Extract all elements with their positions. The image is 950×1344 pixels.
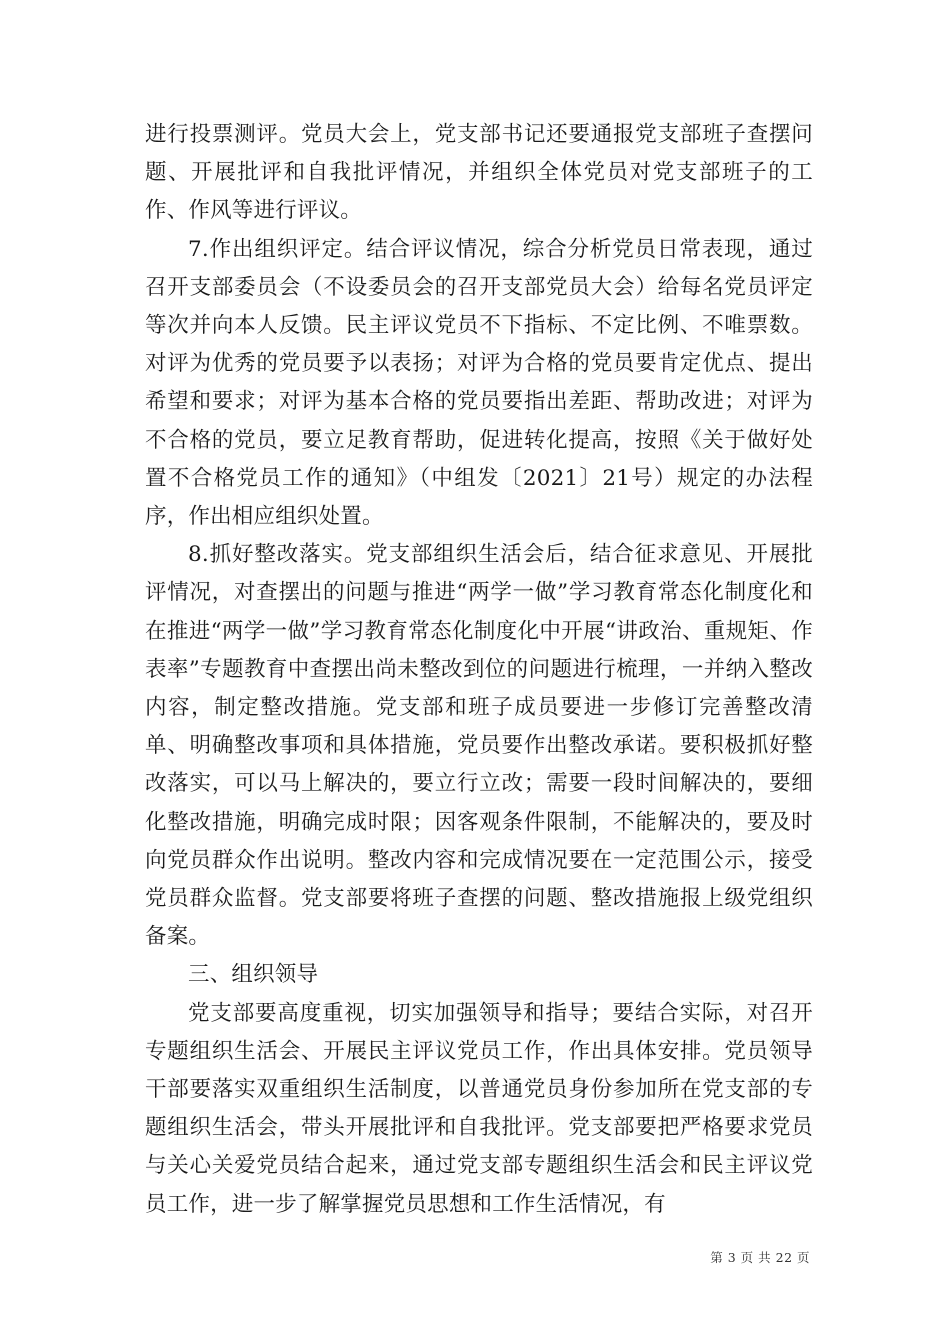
paragraph-item-7: 7.作出组织评定。结合评议情况，综合分析党员日常表现，通过召开支部委员会（不设委员会的召开支部党员大会）给每名党员评定等次并向本人反馈。民主评议党员不下指标、不定比例、不唯票数。对评为优秀的党员要予以表扬；对评为合格的党员要肯定优点、提出希望和要求；对评为基本合格的党员要指出差距、帮助改进；对评为不合格的党员，要立足教育帮助，促进转化提高，按照《关于做好处置不合格党员工作的通知》（中组发〔2021〕21号）规定的办法程序，作出相应组织处置。: [145, 236, 813, 530]
paragraph-item-8: 8.抓好整改落实。党支部组织生活会后，结合征求意见、开展批评情况，对查摆出的问题与推进“两学一做”学习教育常态化制度化和在推进“两学一做”学习教育常态化制度化中开展“讲政治、重规矩、作表率”专题教育中查摆出尚未整改到位的问题进行梳理，一并纳入整改内容，制定整改措施。党支部和班子成员要进一步修订完善整改清单、明确整改事项和具体措施，党员要作出整改承诺。要积极抓好整改落实，可以马上解决的，要立行立改；需要一段时间解决的，要细化整改措施，明确完成时限；因客观条件限制，不能解决的，要及时向党员群众作出说明。整改内容和完成情况要在一定范围公示，接受党员群众监督。党支部要将班子查摆的问题、整改措施报上级党组织备案。: [145, 542, 813, 950]
paragraph-continuation: 进行投票测评。党员大会上，党支部书记还要通报党支部班子查摆问题、开展批评和自我批评情况，并组织全体党员对党支部班子的工作、作风等进行评议。: [145, 122, 813, 224]
paragraph-organization: 党支部要高度重视，切实加强领导和指导；要结合实际，对召开专题组织生活会、开展民主评议党员工作，作出具体安排。党员领导干部要落实双重组织生活制度，以普通党员身份参加所在党支部的专题组织生活会，带头开展批评和自我批评。党支部要把严格要求党员与关心关爱党员结合起来，通过党支部专题组织生活会和民主评议党员工作，进一步了解掌握党员思想和工作生活情况，有: [145, 1000, 813, 1217]
page-footer: [0, 1248, 950, 1266]
page-number: 第 3 页 共 22 页: [710, 1250, 810, 1265]
document-body: [145, 116, 813, 1224]
section-heading: 三、组织领导: [188, 962, 319, 988]
